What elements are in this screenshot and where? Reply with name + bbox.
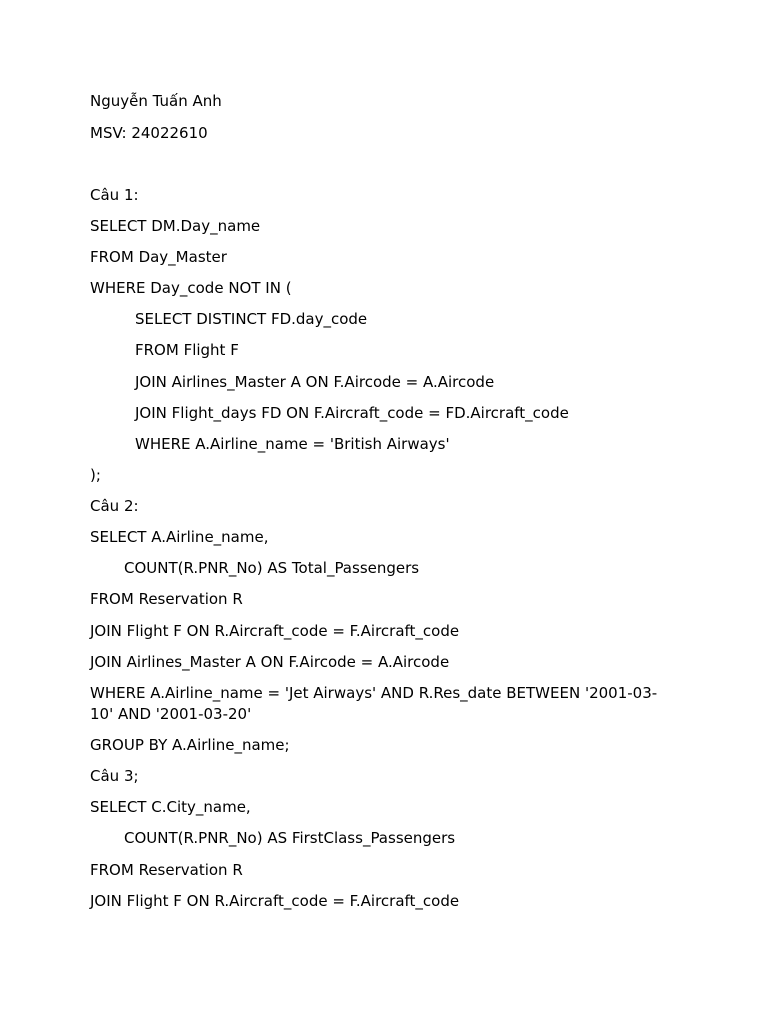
code-line: FROM Flight F: [135, 341, 239, 359]
question-1-heading: Câu 1:: [90, 186, 139, 204]
code-line: JOIN Airlines_Master A ON F.Aircode = A.Aircode: [90, 653, 450, 671]
question-2-heading: Câu 2:: [90, 497, 139, 515]
code-line: SELECT C.City_name,: [90, 798, 251, 816]
code-line: WHERE A.Airline_name = 'British Airways': [135, 435, 450, 453]
code-line: GROUP BY A.Airline_name;: [90, 736, 290, 754]
author-name: Nguyễn Tuấn Anh: [90, 92, 222, 110]
code-line: COUNT(R.PNR_No) AS Total_Passengers: [124, 559, 420, 577]
code-line: SELECT DM.Day_name: [90, 217, 261, 235]
code-line: JOIN Flight F ON R.Aircraft_code = F.Aircraft_code: [90, 622, 460, 640]
code-line: JOIN Flight F ON R.Aircraft_code = F.Aircraft_code: [90, 892, 460, 910]
code-line: COUNT(R.PNR_No) AS FirstClass_Passengers: [124, 829, 456, 847]
code-line: FROM Reservation R: [90, 590, 243, 608]
code-line: SELECT DISTINCT FD.day_code: [135, 310, 368, 328]
code-line: JOIN Flight_days FD ON F.Aircraft_code = FD.Aircraft_code: [135, 404, 569, 422]
code-line: );: [90, 466, 101, 484]
code-line: WHERE A.Airline_name = 'Jet Airways' AND R.Res_date BETWEEN '2001-03-10' AND '2001-03-20': [90, 684, 658, 723]
student-id: MSV: 24022610: [90, 124, 208, 142]
code-line: SELECT A.Airline_name,: [90, 528, 269, 546]
question-3-heading: Câu 3;: [90, 767, 139, 785]
code-line: JOIN Airlines_Master A ON F.Aircode = A.Aircode: [135, 373, 495, 391]
code-line: WHERE Day_code NOT IN (: [90, 279, 292, 297]
code-line: FROM Reservation R: [90, 861, 243, 879]
code-line: FROM Day_Master: [90, 248, 227, 266]
